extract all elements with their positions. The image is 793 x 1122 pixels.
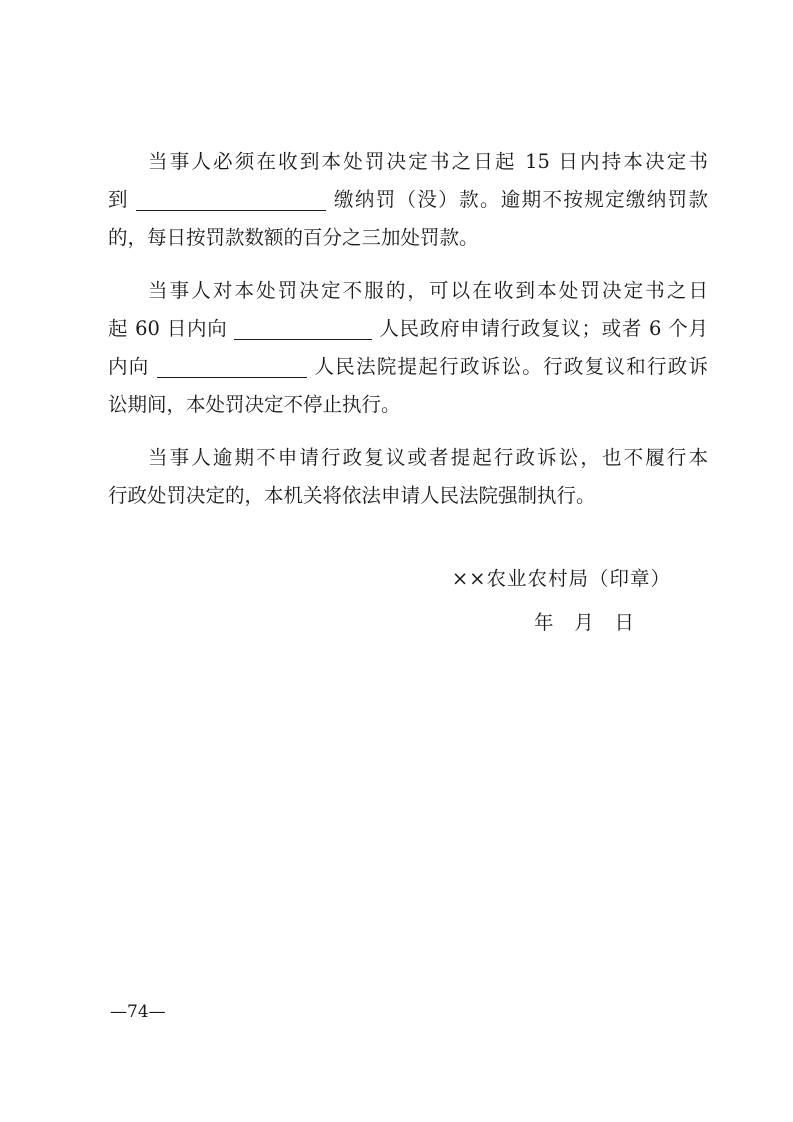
line-text: 人民政府申请行政复议；或者 6 个月 <box>379 317 709 340</box>
date-year: 年 <box>534 611 554 634</box>
paragraph-enforcement <box>108 439 708 515</box>
text-line <box>108 143 708 181</box>
text-line <box>108 477 708 515</box>
payment-location-blank[interactable] <box>136 186 326 211</box>
date-day: 日 <box>614 611 634 634</box>
text-line <box>108 348 708 386</box>
line-text: 的，每日按罚款数额的百分之三加处罚款。 <box>108 226 479 249</box>
issuing-authority <box>452 563 671 595</box>
line-text: 当事人逾期不申请行政复议或者提起行政诉讼，也不履行本 <box>148 446 708 469</box>
text-line <box>108 386 708 424</box>
court-name-blank[interactable] <box>157 353 307 378</box>
issue-date <box>534 607 634 639</box>
line-text: 到 <box>108 188 129 211</box>
line-text: 内向 <box>108 355 150 378</box>
page-number <box>110 1000 166 1024</box>
text-line <box>108 439 708 477</box>
paragraph-payment-deadline <box>108 143 708 257</box>
text-line <box>108 272 708 310</box>
line-text: 当事人必须在收到本处罚决定书之日起 15 日内持本决定书 <box>148 150 708 173</box>
line-text: 缴纳罚（没）款。逾期不按规定缴纳罚款 <box>333 188 708 211</box>
date-month: 月 <box>574 611 594 634</box>
text-line <box>108 181 708 219</box>
government-name-blank[interactable] <box>234 315 372 340</box>
paragraph-appeal-rights <box>108 272 708 424</box>
page-number-text: —74— <box>110 1002 166 1022</box>
line-text: 当事人对本处罚决定不服的，可以在收到本处罚决定书之日 <box>148 279 708 302</box>
body-text <box>108 143 708 515</box>
line-text: 讼期间，本处罚决定不停止执行。 <box>108 393 401 416</box>
line-text: 行政处罚决定的，本机关将依法申请人民法院强制执行。 <box>108 484 596 507</box>
text-line <box>108 310 708 348</box>
text-line <box>108 219 708 257</box>
line-text: 起 60 日内向 <box>108 317 228 340</box>
authority-name: ××农业农村局（印章） <box>451 567 671 590</box>
line-text: 人民法院提起行政诉讼。行政复议和行政诉 <box>314 355 708 378</box>
